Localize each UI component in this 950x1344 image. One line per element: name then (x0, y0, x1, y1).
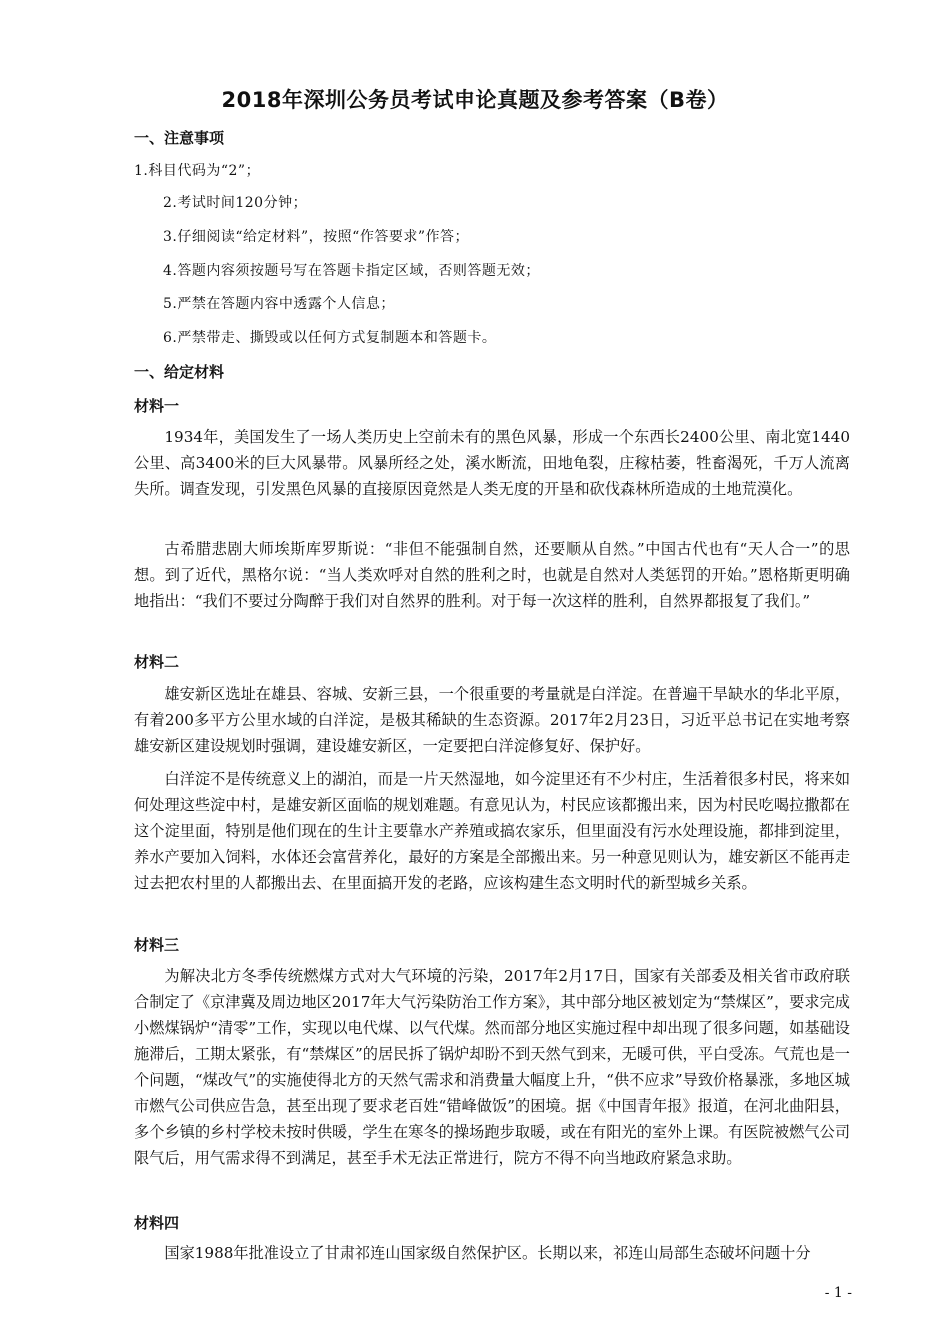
material-1-paragraph-2: 古希腊悲剧大师埃斯库罗斯说：“非但不能强制自然，还要顺从自然。”中国古代也有“天人合一”的思想。到了近代，黑格尔说：“当人类欢呼对自然的胜利之时，也就是自然对人类惩罚的开始。”恩格斯更明确地指出：“我们不要过分陶醉于我们对自然界的胜利。对于每一次这样的胜利，自然界都报复了我们。” (134, 540, 850, 610)
notice-item-3: 3.仔细阅读“给定材料”，按照“作答要求”作答； (163, 229, 469, 245)
material-1-title: 材料一 (134, 397, 180, 415)
notice-item-1: 1.科目代码为“2”； (134, 163, 261, 179)
material-2-paragraph-1: 雄安新区选址在雄县、容城、安新三县，一个很重要的考量就是白洋淀。在普遍干旱缺水的华北平原，有着200多平方公里水域的白洋淀，是极其稀缺的生态资源。2017年2月23日，习近平总书记在实地考察雄安新区建设规划时强调，建设雄安新区，一定要把白洋淀修复好、保护好。 (134, 685, 850, 755)
notice-item-6: 6.严禁带走、撕毁或以任何方式复制题本和答题卡。 (163, 330, 497, 346)
notice-item-2: 2.考试时间120分钟； (163, 195, 308, 211)
notice-item-5: 5.严禁在答题内容中透露个人信息； (163, 296, 395, 312)
material-1-paragraph-1: 1934年，美国发生了一场人类历史上空前未有的黑色风暴，形成一个东西长2400公里、南北宽1440公里、高3400米的巨大风暴带。风暴所经之处，溪水断流，田地龟裂，庄稼枯萎，牲畜渴死，千万人流离失所。调查发现，引发黑色风暴的直接原因竟然是人类无度的开垦和砍伐森林所造成的土地荒漠化。 (134, 428, 850, 498)
notice-heading: 一、注意事项 (134, 129, 225, 147)
material-4-title: 材料四 (134, 1214, 180, 1232)
page-number: - 1 - (824, 1285, 852, 1301)
notice-item-4: 4.答题内容须按题号写在答题卡指定区域，否则答题无效； (163, 263, 540, 279)
material-2-title: 材料二 (134, 653, 180, 671)
material-4-paragraph-1: 国家1988年批准设立了甘肃祁连山国家级自然保护区。长期以来，祁连山局部生态破坏问题十分 (164, 1244, 811, 1262)
material-3-title: 材料三 (134, 936, 180, 954)
material-3-paragraph-1: 为解决北方冬季传统燃煤方式对大气环境的污染，2017年2月17日，国家有关部委及相关省市政府联合制定了《京津冀及周边地区2017年大气污染防治工作方案》，其中部分地区被划定为“禁煤区”，要求完成小燃煤锅炉“清零”工作，实现以电代煤、以气代煤。然而部分地区实施过程中却出现了很多问题，如基础设施滞后，工期太紧张，有“禁煤区”的居民拆了锅炉却盼不到天然气到来，无暖可供，平白受冻。气荒也是一个问题，“煤改气”的实施使得北方的天然气需求和消费量大幅度上升，“供不应求”导致价格暴涨，多地区城市燃气公司供应告急，甚至出现了要求老百姓“错峰做饭”的困境。据《中国青年报》报道，在河北曲阳县，多个乡镇的乡村学校未按时供暖，学生在寒冬的操场跑步取暖，或在有阳光的室外上课。有医院被燃气公司限气后，用气需求得不到满足，甚至手术无法正常进行，院方不得不向当地政府紧急求助。 (134, 967, 850, 1167)
material-2-paragraph-2: 白洋淀不是传统意义上的湖泊，而是一片天然湿地，如今淀里还有不少村庄，生活着很多村民，将来如何处理这些淀中村，是雄安新区面临的规划难题。有意见认为，村民应该都搬出来，因为村民吃喝拉撒都在这个淀里面，特别是他们现在的生计主要靠水产养殖或搞农家乐，但里面没有污水处理设施，都排到淀里，养水产要加入饲料，水体还会富营养化，最好的方案是全部搬出来。另一种意见则认为，雄安新区不能再走过去把农村里的人都搬出去、在里面搞开发的老路，应该构建生态文明时代的新型城乡关系。 (134, 770, 850, 892)
document-title: 2018年深圳公务员考试申论真题及参考答案（B卷） (221, 88, 729, 112)
materials-heading: 一、给定材料 (134, 363, 225, 381)
